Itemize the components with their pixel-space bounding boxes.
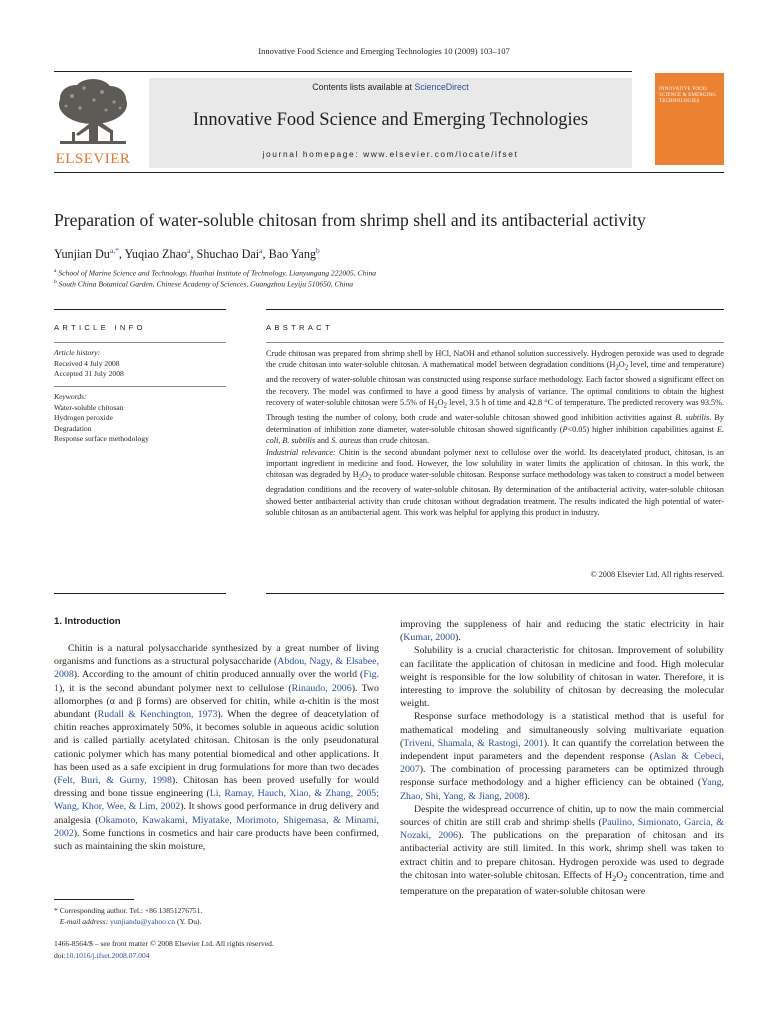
reference-link[interactable]: Felt, Buri, & Gurny, 1998 xyxy=(57,775,172,787)
body-paragraph: Solubility is a crucial characteristic for chitosan. Improvement of solubility can facilitate the application of chitosan in medicine and food. High molecular weight is responsible for the low solubility of chitosan in water. Therefore, it is interesting to improve the solubility of chitosan by decreasing the molecular weight. xyxy=(400,645,724,710)
author-affil-marker[interactable]: a xyxy=(187,246,191,255)
affiliation-text: South China Botanical Garden, Chinese Academy of Sciences, Guangzhou Leyiju 510650, China xyxy=(58,279,354,289)
keywords xyxy=(54,392,226,445)
author-name: Yunjian Du xyxy=(54,247,110,262)
email-link[interactable]: yunjiandu@yahoo.cn xyxy=(110,916,176,926)
elsevier-logo xyxy=(54,78,132,168)
reference-link[interactable]: Paulino, Simionato, Garcia, & Nozaki, 2006 xyxy=(400,817,724,842)
elsevier-tree-icon xyxy=(54,78,132,152)
reference-link[interactable]: Rudall & Kenchington, 1973 xyxy=(97,709,218,721)
affiliation-text: School of Marine Science and Technology, Huaihai Institute of Technology, Lianyungang 222005, China xyxy=(58,268,377,278)
article-info-rule xyxy=(54,309,226,310)
front-matter-info xyxy=(54,938,274,961)
affiliation xyxy=(54,268,376,278)
reference-link[interactable]: Rinaudo, 2006 xyxy=(291,682,352,694)
journal-banner xyxy=(149,78,632,168)
corresponding-author: * Corresponding author. Tel.: +86 13851276751. xyxy=(54,906,203,915)
section-heading-introduction: 1. Introduction xyxy=(54,616,121,627)
reference-link[interactable]: Triveni, Shamala, & Rastogi, 2001 xyxy=(403,737,544,749)
author-affil-marker[interactable]: b xyxy=(316,246,320,255)
author-affil-marker[interactable]: a,* xyxy=(109,246,119,255)
received-date: Received 4 July 2008 xyxy=(54,358,120,368)
keyword: Water-soluble chitosan xyxy=(54,402,124,412)
figure-link[interactable]: Fig. 1 xyxy=(54,669,379,694)
abstract-heading: ABSTRACT xyxy=(266,323,333,332)
masthead-rule xyxy=(54,172,724,173)
author-name: Bao Yang xyxy=(268,247,317,262)
body-paragraph: Chitin is a natural polysaccharide synthesized by a great number of living organisms and functions as a structural polysaccharide (Abdou, Nagy, & Elsabee, 2008). According to the amount of chitin produced annually over the world (Fig. 1), it is the second abundant polymer next to cellulose (Rinaudo, 2006). Two allomorphes (α and β forms) are observed for chitin, while α-chitin is the most abundant (Rudall & Kenchington, 1973). When the degree of deacetylation of chitin reaches approximately 50%, it becomes soluble in aqueous acidic solution and is called partially acetylated chitosan. Chitosan is the only pseudonatural cationic polymer which has many potential biomedical and other applications. It has been used as a safe excipient in drug formulations for more than two decades (Felt, Buri, & Gurny, 1998). Chitosan has been proved usefully for would dressing and bone tissue engineering (Li, Ramay, Hauch, Xiao, & Zhang, 2005; Wang, Khor, Wee, & Lim, 2002). It shows good performance in drug delivery and analgesia (Okamoto, Kawakami, Miyatake, Morimoto, Shigemasa, & Minami, 2002). Some functions in cosmetics and hair care products have been confirmed, such as maintaining the skin moisture, xyxy=(54,643,380,853)
article-info-bottom-rule xyxy=(54,593,226,594)
abstract-copyright: © 2008 Elsevier Ltd. All rights reserved. xyxy=(590,570,724,579)
reference-link[interactable]: Kumar, 2000 xyxy=(403,632,456,644)
body-column-right xyxy=(400,618,724,898)
issn-line: 1466-8564/$ – see front matter © 2008 Elsevier Ltd. All rights reserved. xyxy=(54,939,274,948)
journal-title: Innovative Food Science and Emerging Technologies xyxy=(192,110,589,130)
keyword: Degradation xyxy=(54,423,92,433)
keywords-label: Keywords: xyxy=(54,392,87,401)
abstract-paragraph: Crude chitosan was prepared from shrimp shell by HCl, NaOH and ethanol solution successively. Hydrogen peroxide was used to degrade the crude chitosan into water-soluble chitosan. A mathematical model between degradation conditions ($H_2O_2$ level, time and temperature) and the recovery of water-soluble chitosan was constructed using response surface methodology. Each factor showed a significant effect on the recovery. The model was confirmed to have a good fitness by analysis of variance. The optimal conditions to obtain the highest recovery of water-soluble chitosan were 5.5% of $H_2O_2$ level, 3.5 h of time and 42.8 °C of temperature. The predicted recovery was 93.5%. Through testing the number of colony, both crude and water-soluble chitosan showed good inhibition activities against B. subtilis. By determination of inhibition zone diameter, water-soluble chitosan showed significantly (P<0.05) higher inhibition capabilities against E. coli, B. subtilis and S. aureus than crude chitosan. xyxy=(266,349,725,446)
publisher-name: ELSEVIER xyxy=(55,151,131,167)
reference-link[interactable]: Abdou, Nagy, & Elsabee, 2008 xyxy=(54,656,379,681)
contents-line xyxy=(149,82,632,92)
header-rule xyxy=(54,71,632,72)
abstract-text xyxy=(266,348,724,519)
author-name: Shuchao Dai xyxy=(196,247,260,262)
abstract-rule xyxy=(266,309,724,310)
reference-link[interactable]: Yang, Zhao, Shi, Yang, & Jiang, 2008 xyxy=(400,777,724,802)
author-name: Yuqiao Zhao xyxy=(124,247,188,262)
industrial-relevance: Industrial relevance: Chitin is the second abundant polymer next to cellulose over the world. Its deacetylated product, chitosan, is an important ingredient in medicine and food. However, the low solubility in water limits the application of chitosan. In this work, the chitosan was degraded by $H_2O_2$ to produce water-soluble chitosan. Response surface methodology was taken to construct a model between degradation conditions and the recovery of water-soluble chitosan. By determination of the antibacterial activity, water-soluble chitosan showed better antibacterial activity than crude chitosan without degradation treatment. The results indicated the high potential of water-soluble chitosan as an antibacterial agent. This work was helpful for applying this product in industry. xyxy=(266,447,724,518)
history-divider xyxy=(54,386,226,387)
footnote-rule xyxy=(54,899,134,900)
affiliation xyxy=(54,279,353,289)
doi-link[interactable]: 10.1016/j.ifset.2008.07.004 xyxy=(65,950,150,960)
article-info-heading: ARTICLE INFO xyxy=(54,323,146,332)
doi-line: doi:10.1016/j.ifset.2008.07.004 xyxy=(54,950,150,960)
article-info-subrule xyxy=(54,342,226,343)
body-paragraph: Response surface methodology is a statistical method that is useful for mathematical modeling and simultaneously solving multivariate equation (Triveni, Shamala, & Rastogi, 2001). It can quantify the correlation between the independent input parameters and the dependent response (Aslan & Cebeci, 2007). The combination of processing parameters can be optimized through response surface methodology and a higher efficiency can be obtained (Yang, Zhao, Shi, Yang, & Jiang, 2008). xyxy=(400,711,725,802)
body-paragraph: Despite the widespread occurrence of chitin, up to now the main commercial sources of chitin are still crab and shrimp shells (Paulino, Simionato, Garcia, & Nozaki, 2006). The publications on the preparation of chitosan and its antibacterial activity are still limited. In this work, shrimp shell was taken to extract chitin and to prepare chitosan. Hydrogen peroxide was used to degrade the chitosan into water-soluble chitosan. Effects of $H_2O_2$ concentration, time and temperature on the preparation of water-soluble chitosan were xyxy=(400,803,724,898)
keyword: Response surface methodology xyxy=(54,434,149,444)
author-affil-marker[interactable]: a xyxy=(259,246,263,255)
reference-link[interactable]: Li, Ramay, Hauch, Xiao, & Zhang, 2005; Wang, Khor, Wee, & Lim, 2002 xyxy=(54,788,379,813)
sciencedirect-link[interactable]: ScienceDirect xyxy=(414,82,469,92)
contents-prefix: Contents lists available at xyxy=(312,82,415,92)
reference-link[interactable]: Aslan & Cebeci, 2007 xyxy=(400,751,724,776)
reference-link[interactable]: Okamoto, Kawakami, Miyatake, Morimoto, Shigemasa, & Minami, 2002 xyxy=(54,814,380,839)
body-paragraph: improving the suppleness of hair and reducing the static electricity in hair (Kumar, 2000). xyxy=(400,619,724,644)
abstract-bottom-rule xyxy=(266,593,724,594)
affiliation-marker: a xyxy=(54,268,57,274)
history-label: Article history: xyxy=(54,348,101,357)
affiliation-marker: b xyxy=(54,279,57,285)
email-line: E-mail address: yunjiandu@yahoo.cn (Y. Du). xyxy=(59,916,202,926)
keyword: Hydrogen peroxide xyxy=(54,413,113,423)
cover-title: INNOVATIVE FOOD SCIENCE & EMERGING TECHNOLOGIES xyxy=(659,87,717,104)
article-history xyxy=(54,348,226,380)
journal-cover xyxy=(655,73,724,165)
accepted-date: Accepted 31 July 2008 xyxy=(54,369,124,379)
journal-citation: Innovative Food Science and Emerging Technologies 10 (2009) 103–107 xyxy=(258,46,510,56)
journal-homepage[interactable]: journal homepage: www.elsevier.com/locate/ifset xyxy=(262,149,519,159)
abstract-subrule xyxy=(266,342,724,343)
corresponding-author-note xyxy=(54,906,202,927)
paper-title: Preparation of water-soluble chitosan from shrimp shell and its antibacterial activity xyxy=(54,210,646,230)
body-column-left xyxy=(54,642,379,853)
author-list: Yunjian $Du^{a,*}$, Yuqiao Zhao$^a$, Shuchao Dai$^a$, Bao Yang$^b$ xyxy=(54,246,320,262)
